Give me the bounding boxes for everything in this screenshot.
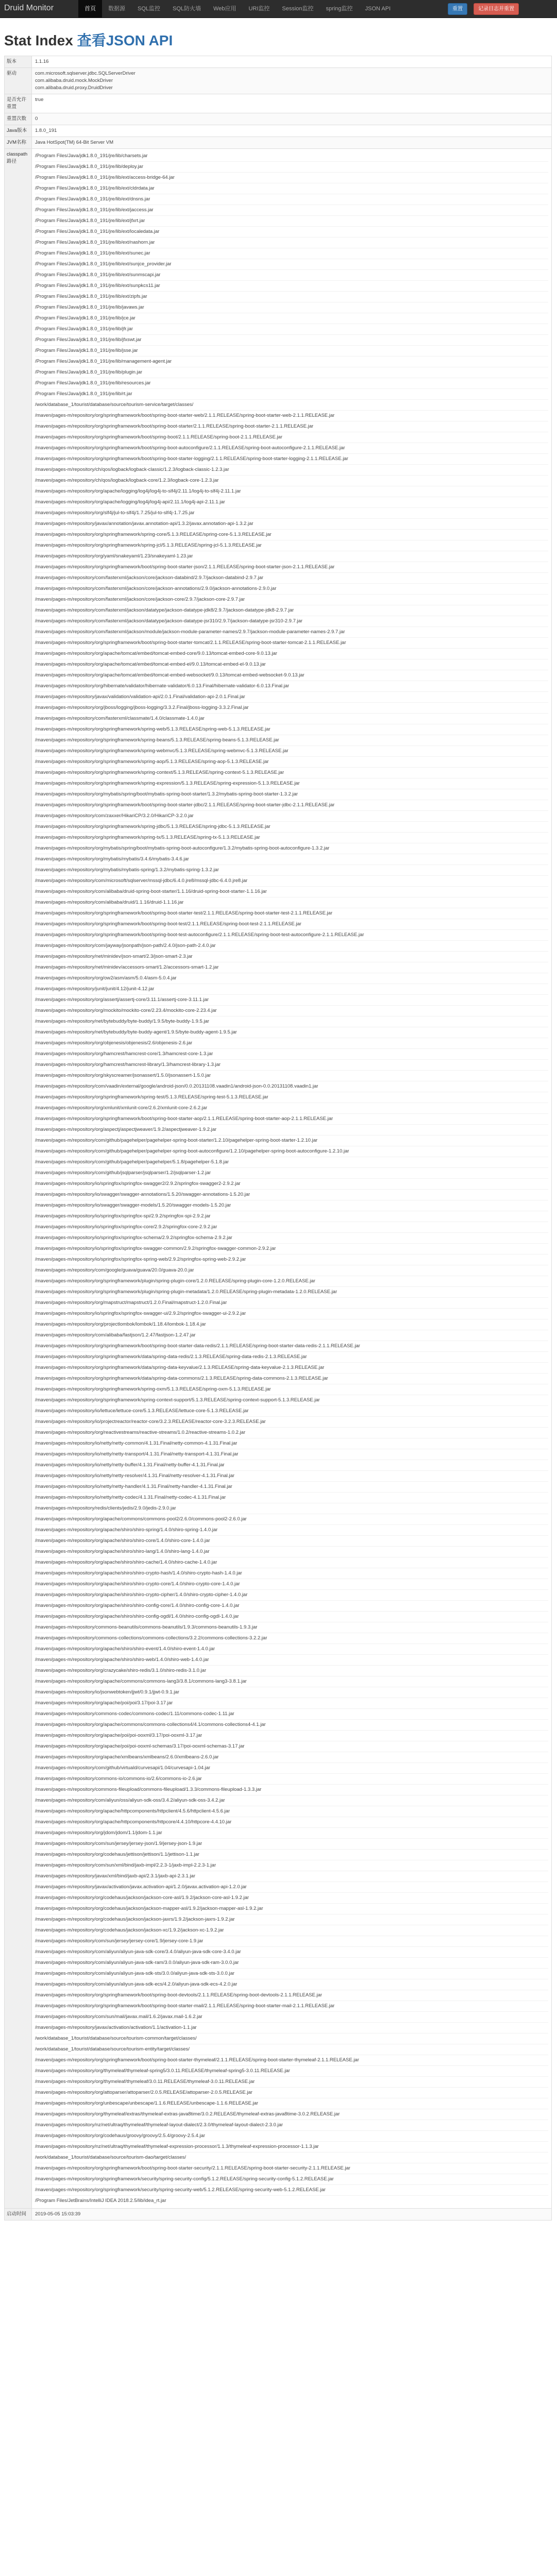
classpath-item: /maven/pages-m/repository/org/assertj/assertj-core/3.11.1/assertj-core-3.11.1.jar	[35, 995, 548, 1006]
classpath-item: /maven/pages-m/repository/org/thymeleaf/thymeleaf/3.0.11.RELEASE/thymeleaf-3.0.11.RELEASE.jar	[35, 2077, 548, 2088]
classpath-item: /maven/pages-m/repository/commons-collections/commons-collections/3.2.2/commons-collections-3.2.2.jar	[35, 1633, 548, 1644]
top-navbar	[0, 0, 557, 18]
classpath-item: /maven/pages-m/repository/org/reactivestreams/reactive-streams/1.0.2/reactive-streams-1.0.2.jar	[35, 1428, 548, 1438]
classpath-item: /work/database_1/tourist/database/source/tourism-dao/target/classes/	[35, 2153, 548, 2163]
row-drivers	[5, 68, 552, 94]
classpath-item: /maven/pages-m/repository/com/alibaba/druid/1.1.16/druid-1.1.16.jar	[35, 897, 548, 908]
classpath-item: /maven/pages-m/repository/org/apache/logging/log4j/log4j-to-slf4j/2.11.1/log4j-to-slf4j-2.11.1.jar	[35, 486, 548, 497]
java-version-value: 1.8.0_191	[32, 125, 552, 137]
classpath-item: /maven/pages-m/repository/org/jdom/jdom/1.1/jdom-1.1.jar	[35, 1828, 548, 1839]
classpath-item: /maven/pages-m/repository/org/springframework/spring-beans/5.1.3.RELEASE/spring-beans-5.1.3.RELEASE.jar	[35, 735, 548, 746]
classpath-item: /maven/pages-m/repository/org/hamcrest/hamcrest-library/1.3/hamcrest-library-1.3.jar	[35, 1060, 548, 1071]
classpath-item: /maven/pages-m/repository/javax/validation/validation-api/2.0.1.Final/validation-api-2.0.1.Final.jar	[35, 692, 548, 703]
classpath-item: /Program Files/Java/jdk1.8.0_191/jre/lib/plugin.jar	[35, 367, 548, 378]
page-title-text: Stat Index	[4, 32, 73, 48]
driver-item: com.alibaba.druid.mock.MockDriver	[35, 78, 113, 83]
classpath-item: /maven/pages-m/repository/org/apache/tomcat/embed/tomcat-embed-websocket/9.0.13/tomcat-embed-websocket-9.0.13.jar	[35, 670, 548, 681]
classpath-item: /maven/pages-m/repository/org/apache/shiro/shiro-web/1.4.0/shiro-web-1.4.0.jar	[35, 1655, 548, 1666]
classpath-item: /maven/pages-m/repository/org/springframework/boot/spring-boot-starter-thymeleaf/2.1.1.RELEASE/spring-boot-starter-thymeleaf-2.1.1.RELEASE.jar	[35, 2055, 548, 2066]
classpath-item: /Program Files/Java/jdk1.8.0_191/jre/lib/javaws.jar	[35, 302, 548, 313]
reset-count-label: 重置次数	[5, 113, 32, 125]
classpath-item: /maven/pages-m/repository/org/springframework/boot/spring-boot-test-autoconfigure/2.1.1.RELEASE/spring-boot-test-autoconfigure-2.1.1.RELEASE.jar	[35, 930, 548, 941]
row-reset-enable	[5, 94, 552, 113]
classpath-item: /maven/pages-m/repository/org/springframework/boot/spring-boot-starter-test/2.1.1.RELEASE/spring-boot-starter-test-2.1.1.RELEASE.jar	[35, 908, 548, 919]
classpath-item: /maven/pages-m/repository/org/mockito/mockito-core/2.23.4/mockito-core-2.23.4.jar	[35, 1006, 548, 1016]
classpath-item: /maven/pages-m/repository/org/ow2/asm/asm/5.0.4/asm-5.0.4.jar	[35, 973, 548, 984]
classpath-item: /maven/pages-m/repository/org/springframework/security/spring-security-web/5.1.2.RELEASE/spring-security-web-5.1.2.RELEASE.jar	[35, 2185, 548, 2196]
classpath-item: /maven/pages-m/repository/commons-fileupload/commons-fileupload/1.3.3/commons-fileupload-1.3.3.jar	[35, 1785, 548, 1795]
classpath-item: /maven/pages-m/repository/com/fasterxml/jackson/core/jackson-annotations/2.9.0/jackson-annotations-2.9.0.jar	[35, 584, 548, 595]
classpath-item: /maven/pages-m/repository/org/springframework/spring-tx/5.1.3.RELEASE/spring-tx-5.1.3.RELEASE.jar	[35, 833, 548, 843]
classpath-item: /maven/pages-m/repository/org/hibernate/validator/hibernate-validator/6.0.13.Final/hibernate-validator-6.0.13.Final.jar	[35, 681, 548, 692]
classpath-item: /maven/pages-m/repository/net/minidev/json-smart/2.3/json-smart-2.3.jar	[35, 952, 548, 962]
classpath-item: /Program Files/Java/jdk1.8.0_191/jre/lib/rt.jar	[35, 389, 548, 400]
classpath-item: /maven/pages-m/repository/org/apache/shiro/shiro-spring/1.4.0/shiro-spring-1.4.0.jar	[35, 1525, 548, 1536]
classpath-item: /maven/pages-m/repository/org/codehaus/jettison/jettison/1.1/jettison-1.1.jar	[35, 1850, 548, 1860]
nav-session-monitor[interactable]: Session监控	[282, 6, 314, 12]
classpath-item: /maven/pages-m/repository/org/springframework/boot/spring-boot/2.1.1.RELEASE/spring-boot-2.1.1.RELEASE.jar	[35, 432, 548, 443]
classpath-item: /maven/pages-m/repository/org/springframework/data/spring-data-keyvalue/2.1.3.RELEASE/spring-data-keyvalue-2.1.3.RELEASE.jar	[35, 1363, 548, 1374]
start-time-label: 启动时间	[5, 2209, 32, 2221]
classpath-item: /maven/pages-m/repository/org/springframework/boot/spring-boot-starter/2.1.1.RELEASE/spring-boot-starter-2.1.1.RELEASE.jar	[35, 421, 548, 432]
classpath-item: /maven/pages-m/repository/org/mybatis/spring/boot/mybatis-spring-boot-starter/1.3.2/mybatis-spring-boot-starter-1.3.2.jar	[35, 789, 548, 800]
classpath-item: /work/database_1/tourist/database/source/tourism-entity/target/classes/	[35, 2044, 548, 2055]
classpath-item: /maven/pages-m/repository/org/springframework/spring-expression/5.1.3.RELEASE/spring-expression-5.1.3.RELEASE.jar	[35, 778, 548, 789]
classpath-item: /maven/pages-m/repository/com/sun/mail/javax.mail/1.6.2/javax.mail-1.6.2.jar	[35, 2012, 548, 2023]
classpath-item: /maven/pages-m/repository/org/codehaus/jackson/jackson-core-asl/1.9.2/jackson-core-asl-1.9.2.jar	[35, 1893, 548, 1904]
classpath-item: /maven/pages-m/repository/io/springfox/springfox-spring-web/2.9.2/springfox-spring-web-2.9.2.jar	[35, 1255, 548, 1265]
classpath-item: /maven/pages-m/repository/org/apache/httpcomponents/httpclient/4.5.6/httpclient-4.5.6.jar	[35, 1806, 548, 1817]
classpath-item: /maven/pages-m/repository/io/netty/netty-codec/4.1.31.Final/netty-codec-4.1.31.Final.jar	[35, 1493, 548, 1503]
stat-index-table	[4, 56, 552, 2221]
classpath-item: /maven/pages-m/repository/org/springframework/boot/spring-boot-starter-json/2.1.1.RELEASE/spring-boot-starter-json-2.1.1.RELEASE.jar	[35, 562, 548, 573]
classpath-item: /maven/pages-m/repository/com/alibaba/druid-spring-boot-starter/1.1.16/druid-spring-boot-starter-1.1.16.jar	[35, 887, 548, 897]
classpath-item: /maven/pages-m/repository/commons-codec/commons-codec/1.11/commons-codec-1.11.jar	[35, 1709, 548, 1720]
classpath-item: /maven/pages-m/repository/io/springfox/springfox-spi/2.9.2/springfox-spi-2.9.2.jar	[35, 1211, 548, 1222]
classpath-item: /maven/pages-m/repository/org/apache/poi/poi-ooxml/3.17/poi-ooxml-3.17.jar	[35, 1731, 548, 1741]
classpath-item: /maven/pages-m/repository/org/springframework/boot/spring-boot-starter-logging/2.1.1.RELEASE/spring-boot-starter-logging-2.1.1.RELEASE.jar	[35, 454, 548, 465]
classpath-item: /maven/pages-m/repository/com/jayway/jsonpath/json-path/2.4.0/json-path-2.4.0.jar	[35, 941, 548, 952]
classpath-item: /maven/pages-m/repository/com/google/guava/guava/20.0/guava-20.0.jar	[35, 1265, 548, 1276]
classpath-item: /maven/pages-m/repository/javax/activation/activation/1.1/activation-1.1.jar	[35, 2023, 548, 2033]
classpath-item: /maven/pages-m/repository/com/fasterxml/jackson/module/jackson-module-parameter-names/2.9.7/jackson-module-parameter-names-2.9.7.jar	[35, 627, 548, 638]
classpath-item: /maven/pages-m/repository/redis/clients/jedis/2.9.0/jedis-2.9.0.jar	[35, 1503, 548, 1514]
classpath-item: /maven/pages-m/repository/org/apache/poi/poi/3.17/poi-3.17.jar	[35, 1698, 548, 1709]
classpath-item: /maven/pages-m/repository/org/springframework/boot/spring-boot-test/2.1.1.RELEASE/spring-boot-test-2.1.1.RELEASE.jar	[35, 919, 548, 930]
classpath-item: /maven/pages-m/repository/org/springframework/security/spring-security-config/5.1.2.RELEASE/spring-security-config-5.1.2.RELEASE.jar	[35, 2174, 548, 2185]
classpath-item: /maven/pages-m/repository/org/jboss/logging/jboss-logging/3.3.2.Final/jboss-logging-3.3.2.Final.jar	[35, 703, 548, 714]
classpath-item: /maven/pages-m/repository/org/springframework/spring-core/5.1.3.RELEASE/spring-core-5.1.3.RELEASE.jar	[35, 530, 548, 540]
classpath-item: /maven/pages-m/repository/javax/annotation/javax.annotation-api/1.3.2/javax.annotation-api-1.3.2.jar	[35, 519, 548, 530]
classpath-item: /work/database_1/tourist/database/source/tourism-service/target/classes/	[35, 400, 548, 411]
row-classpath	[5, 149, 552, 2209]
reset-count-value: 0	[32, 113, 552, 125]
classpath-item: /maven/pages-m/repository/javax/xml/bind/jaxb-api/2.3.1/jaxb-api-2.3.1.jar	[35, 1871, 548, 1882]
classpath-item: /maven/pages-m/repository/org/springframework/boot/spring-boot-starter-web/2.1.1.RELEASE/spring-boot-starter-web-2.1.1.RELEASE.jar	[35, 411, 548, 421]
classpath-item: /maven/pages-m/repository/javax/activation/javax.activation-api/1.2.0/javax.activation-api-1.2.0.jar	[35, 1882, 548, 1893]
classpath-item: /maven/pages-m/repository/com/vaadin/external/google/android-json/0.0.20131108.vaadin1/android-json-0.0.20131108.vaadin1.jar	[35, 1081, 548, 1092]
classpath-item: /Program Files/Java/jdk1.8.0_191/jre/lib/ext/jaccess.jar	[35, 205, 548, 216]
classpath-item: /Program Files/Java/jdk1.8.0_191/jre/lib/jce.jar	[35, 313, 548, 324]
classpath-item: /maven/pages-m/repository/io/springfox/springfox-swagger-common/2.9.2/springfox-swagger-common-2.9.2.jar	[35, 1244, 548, 1255]
driver-item: com.microsoft.sqlserver.jdbc.SQLServerDriver	[35, 71, 136, 76]
classpath-item: /maven/pages-m/repository/com/alibaba/fastjson/1.2.47/fastjson-1.2.47.jar	[35, 1330, 548, 1341]
row-reset-count	[5, 113, 552, 125]
classpath-item: /maven/pages-m/repository/com/fasterxml/jackson/datatype/jackson-datatype-jdk8/2.9.7/jackson-datatype-jdk8-2.9.7.jar	[35, 605, 548, 616]
classpath-item: /maven/pages-m/repository/io/netty/netty-common/4.1.31.Final/netty-common-4.1.31.Final.jar	[35, 1438, 548, 1449]
classpath-item: /maven/pages-m/repository/org/unbescape/unbescape/1.1.6.RELEASE/unbescape-1.1.6.RELEASE.jar	[35, 2098, 548, 2109]
classpath-item: /maven/pages-m/repository/org/codehaus/jackson/jackson-jaxrs/1.9.2/jackson-jaxrs-1.9.2.jar	[35, 1914, 548, 1925]
classpath-item: /maven/pages-m/repository/io/netty/netty-handler/4.1.31.Final/netty-handler-4.1.31.Final.jar	[35, 1482, 548, 1493]
start-time-value: 2019-05-05 15:03:39	[32, 2209, 552, 2221]
nav-sql-firewall[interactable]: SQL防火墙	[173, 6, 201, 12]
classpath-item: /Program Files/Java/jdk1.8.0_191/jre/lib/ext/access-bridge-64.jar	[35, 173, 548, 183]
classpath-item: /maven/pages-m/repository/org/springframework/boot/spring-boot-autoconfigure/2.1.1.RELEASE/spring-boot-autoconfigure-2.1.1.RELEASE.jar	[35, 443, 548, 454]
reset-enable-label: 是否允许重置	[5, 94, 32, 113]
classpath-item: /maven/pages-m/repository/org/thymeleaf/thymeleaf-spring5/3.0.11.RELEASE/thymeleaf-spring5-3.0.11.RELEASE.jar	[35, 2066, 548, 2077]
row-start-time	[5, 2209, 552, 2221]
reset-enable-value: true	[32, 94, 552, 113]
classpath-item: /maven/pages-m/repository/io/netty/netty-resolver/4.1.31.Final/netty-resolver-4.1.31.Final.jar	[35, 1471, 548, 1482]
classpath-item: /Program Files/Java/jdk1.8.0_191/jre/lib/deploy.jar	[35, 162, 548, 173]
classpath-item: /maven/pages-m/repository/ch/qos/logback/logback-classic/1.2.3/logback-classic-1.2.3.jar	[35, 465, 548, 476]
nav-web-app[interactable]: Web应用	[213, 6, 237, 12]
classpath-item: /Program Files/Java/jdk1.8.0_191/jre/lib/management-agent.jar	[35, 357, 548, 367]
java-version-label: Java版本	[5, 125, 32, 137]
classpath-item: /maven/pages-m/repository/com/github/pagehelper/pagehelper-spring-boot-autoconfigure/1.2.10/pagehelper-spring-boot-autoconfigure-1.2.10.jar	[35, 1146, 548, 1157]
classpath-item: /maven/pages-m/repository/io/springfox/springfox-swagger2/2.9.2/springfox-swagger2-2.9.2.jar	[35, 1179, 548, 1190]
classpath-item: /maven/pages-m/repository/org/codehaus/jackson/jackson-mapper-asl/1.9.2/jackson-mapper-asl-1.9.2.jar	[35, 1904, 548, 1914]
classpath-item: /maven/pages-m/repository/org/apache/httpcomponents/httpcore/4.4.10/httpcore-4.4.10.jar	[35, 1817, 548, 1828]
classpath-item: /maven/pages-m/repository/org/projectlombok/lombok/1.18.4/lombok-1.18.4.jar	[35, 1319, 548, 1330]
classpath-item: /maven/pages-m/repository/org/apache/logging/log4j/log4j-api/2.11.1/log4j-api-2.11.1.jar	[35, 497, 548, 508]
classpath-item: /maven/pages-m/repository/org/apache/shiro/shiro-config-ogdl/1.4.0/shiro-config-ogdl-1.4.0.jar	[35, 1612, 548, 1622]
classpath-item: /Program Files/Java/jdk1.8.0_191/jre/lib/ext/sunec.jar	[35, 248, 548, 259]
classpath-item: /maven/pages-m/repository/org/apache/shiro/shiro-crypto-hash/1.4.0/shiro-crypto-hash-1.4.0.jar	[35, 1568, 548, 1579]
classpath-item: /Program Files/Java/jdk1.8.0_191/jre/lib/resources.jar	[35, 378, 548, 389]
classpath-item: /maven/pages-m/repository/commons-io/commons-io/2.6/commons-io-2.6.jar	[35, 1774, 548, 1785]
classpath-item: /maven/pages-m/repository/org/apache/shiro/shiro-event/1.4.0/shiro-event-1.4.0.jar	[35, 1644, 548, 1655]
classpath-item: /maven/pages-m/repository/org/apache/xmlbeans/xmlbeans/2.6.0/xmlbeans-2.6.0.jar	[35, 1752, 548, 1763]
classpath-item: /maven/pages-m/repository/org/apache/tomcat/embed/tomcat-embed-el/9.0.13/tomcat-embed-el-9.0.13.jar	[35, 659, 548, 670]
classpath-item: /maven/pages-m/repository/org/codehaus/groovy/groovy/2.5.4/groovy-2.5.4.jar	[35, 2131, 548, 2142]
classpath-item: /maven/pages-m/repository/org/springframework/spring-web/5.1.3.RELEASE/spring-web-5.1.3.RELEASE.jar	[35, 724, 548, 735]
classpath-item: /maven/pages-m/repository/org/objenesis/objenesis/2.6/objenesis-2.6.jar	[35, 1038, 548, 1049]
classpath-label: classpath路径	[5, 149, 32, 2209]
classpath-list	[32, 149, 552, 2209]
classpath-item: /maven/pages-m/repository/com/sun/jersey/jersey-json/1.9/jersey-json-1.9.jar	[35, 1839, 548, 1850]
classpath-item: /maven/pages-m/repository/org/xmlunit/xmlunit-core/2.6.2/xmlunit-core-2.6.2.jar	[35, 1103, 548, 1114]
classpath-item: /maven/pages-m/repository/commons-beanutils/commons-beanutils/1.9.3/commons-beanutils-1.9.3.jar	[35, 1622, 548, 1633]
classpath-item: /Program Files/JetBrains/IntelliJ IDEA 2018.2.5/lib/idea_rt.jar	[35, 2198, 166, 2204]
classpath-item: /maven/pages-m/repository/org/springframework/boot/spring-boot-devtools/2.1.1.RELEASE/spring-boot-devtools-2.1.1.RELEASE.jar	[35, 1990, 548, 2001]
row-version	[5, 56, 552, 68]
classpath-item: /maven/pages-m/repository/nz/net/ultraq/thymeleaf/thymeleaf-expression-processor/1.1.3/thymeleaf-expression-processor-1.1.3.jar	[35, 2142, 548, 2153]
classpath-item: /maven/pages-m/repository/org/aspectj/aspectjweaver/1.9.2/aspectjweaver-1.9.2.jar	[35, 1125, 548, 1136]
classpath-item: /work/database_1/tourist/database/source/tourism-common/target/classes/	[35, 2033, 548, 2044]
classpath-item: /maven/pages-m/repository/org/apache/shiro/shiro-core/1.4.0/shiro-core-1.4.0.jar	[35, 1536, 548, 1547]
brand-logo[interactable]: Druid Monitor	[4, 4, 54, 12]
classpath-item: /maven/pages-m/repository/com/fasterxml/jackson/core/jackson-databind/2.9.7/jackson-databind-2.9.7.jar	[35, 573, 548, 584]
nav-json-api[interactable]: JSON API	[365, 6, 391, 12]
classpath-item: /maven/pages-m/repository/org/mybatis/mybatis/3.4.6/mybatis-3.4.6.jar	[35, 854, 548, 865]
classpath-item: /maven/pages-m/repository/org/springframework/boot/spring-boot-starter-tomcat/2.1.1.RELEASE/spring-boot-starter-tomcat-2.1.1.RELEASE.jar	[35, 638, 548, 649]
classpath-item: /maven/pages-m/repository/io/netty/netty-transport/4.1.31.Final/netty-transport-4.1.31.Final.jar	[35, 1449, 548, 1460]
classpath-item: /Program Files/Java/jdk1.8.0_191/jre/lib/ext/jfxrt.jar	[35, 216, 548, 227]
classpath-item: /maven/pages-m/repository/org/springframework/data/spring-data-commons/2.1.3.RELEASE/spring-data-commons-2.1.3.RELEASE.jar	[35, 1374, 548, 1384]
classpath-item: /maven/pages-m/repository/io/swagger/swagger-models/1.5.20/swagger-models-1.5.20.jar	[35, 1200, 548, 1211]
classpath-item: /maven/pages-m/repository/org/apache/shiro/shiro-lang/1.4.0/shiro-lang-1.4.0.jar	[35, 1547, 548, 1557]
version-value: 1.1.16	[32, 56, 552, 68]
nav-home[interactable]: 首页	[78, 0, 102, 18]
nav-uri-monitor[interactable]: URI监控	[248, 6, 270, 12]
classpath-item: /maven/pages-m/repository/org/mapstruct/mapstruct/1.2.0.Final/mapstruct-1.2.0.Final.jar	[35, 1298, 548, 1309]
classpath-item: /maven/pages-m/repository/org/springframework/spring-webmvc/5.1.3.RELEASE/spring-webmvc-5.1.3.RELEASE.jar	[35, 746, 548, 757]
classpath-item: /maven/pages-m/repository/com/aliyun/aliyun-java-sdk-core/3.4.0/aliyun-java-sdk-core-3.4.0.jar	[35, 1947, 548, 1958]
classpath-item: /maven/pages-m/repository/org/mybatis/mybatis-spring/1.3.2/mybatis-spring-1.3.2.jar	[35, 865, 548, 876]
classpath-item: /maven/pages-m/repository/org/codehaus/jackson/jackson-xc/1.9.2/jackson-xc-1.9.2.jar	[35, 1925, 548, 1936]
classpath-item: /maven/pages-m/repository/com/fasterxml/classmate/1.4.0/classmate-1.4.0.jar	[35, 714, 548, 724]
classpath-item: /Program Files/Java/jdk1.8.0_191/jre/lib/jsse.jar	[35, 346, 548, 357]
classpath-item: /maven/pages-m/repository/org/apache/shiro/shiro-crypto-cipher/1.4.0/shiro-crypto-cipher-1.4.0.jar	[35, 1590, 548, 1601]
classpath-item: /maven/pages-m/repository/org/springframework/plugin/spring-plugin-metadata/1.2.0.RELEASE/spring-plugin-metadata-1.2.0.RELEASE.jar	[35, 1287, 548, 1298]
nav-datasource[interactable]: 数据源	[108, 6, 125, 12]
classpath-item: /maven/pages-m/repository/org/apache/commons/commons-pool2/2.6.0/commons-pool2-2.6.0.jar	[35, 1514, 548, 1525]
classpath-item: /maven/pages-m/repository/org/thymeleaf/extras/thymeleaf-extras-java8time/3.0.2.RELEASE/thymeleaf-extras-java8time-3.0.2.RELEASE.jar	[35, 2109, 548, 2120]
classpath-item: /Program Files/Java/jdk1.8.0_191/jre/lib/ext/sunmscapi.jar	[35, 270, 548, 281]
classpath-item: /Program Files/Java/jdk1.8.0_191/jre/lib/jfr.jar	[35, 324, 548, 335]
classpath-item: /maven/pages-m/repository/org/springframework/spring-jcl/5.1.3.RELEASE/spring-jcl-5.1.3.RELEASE.jar	[35, 540, 548, 551]
classpath-item: /maven/pages-m/repository/com/github/virtuald/curvesapi/1.04/curvesapi-1.04.jar	[35, 1763, 548, 1774]
classpath-item: /maven/pages-m/repository/org/apache/commons/commons-collections4/4.1/commons-collections4-4.1.jar	[35, 1720, 548, 1731]
classpath-item: /maven/pages-m/repository/org/apache/shiro/shiro-cache/1.4.0/shiro-cache-1.4.0.jar	[35, 1557, 548, 1568]
classpath-item: /Program Files/Java/jdk1.8.0_191/jre/lib/ext/zipfs.jar	[35, 292, 548, 302]
classpath-item: /maven/pages-m/repository/com/github/jsqlparser/jsqlparser/1.2/jsqlparser-1.2.jar	[35, 1168, 548, 1179]
classpath-item: /maven/pages-m/repository/org/hamcrest/hamcrest-core/1.3/hamcrest-core-1.3.jar	[35, 1049, 548, 1060]
classpath-item: /maven/pages-m/repository/ch/qos/logback/logback-core/1.2.3/logback-core-1.2.3.jar	[35, 476, 548, 486]
classpath-item: /maven/pages-m/repository/io/swagger/swagger-annotations/1.5.20/swagger-annotations-1.5.20.jar	[35, 1190, 548, 1200]
classpath-item: /maven/pages-m/repository/org/attoparser/attoparser/2.0.5.RELEASE/attoparser-2.0.5.RELEASE.jar	[35, 2088, 548, 2098]
classpath-item: /maven/pages-m/repository/com/aliyun/oss/aliyun-sdk-oss/3.4.2/aliyun-sdk-oss-3.4.2.jar	[35, 1795, 548, 1806]
classpath-item: /maven/pages-m/repository/org/springframework/boot/spring-boot-starter-security/2.1.1.RELEASE/spring-boot-starter-security-2.1.1.RELEASE.jar	[35, 2163, 548, 2174]
classpath-item: /maven/pages-m/repository/net/bytebuddy/byte-buddy-agent/1.9.5/byte-buddy-agent-1.9.5.jar	[35, 1027, 548, 1038]
classpath-item: /maven/pages-m/repository/io/springfox/springfox-swagger-ui/2.9.2/springfox-swagger-ui-2.9.2.jar	[35, 1309, 548, 1319]
classpath-item: /maven/pages-m/repository/io/springfox/springfox-schema/2.9.2/springfox-schema-2.9.2.jar	[35, 1233, 548, 1244]
classpath-item: /maven/pages-m/repository/net/minidev/accessors-smart/1.2/accessors-smart-1.2.jar	[35, 962, 548, 973]
classpath-item: /Program Files/Java/jdk1.8.0_191/jre/lib/jfxswt.jar	[35, 335, 548, 346]
nav-spring-monitor[interactable]: spring监控	[326, 6, 353, 12]
nav-sql-monitor[interactable]: SQL监控	[138, 6, 161, 12]
classpath-item: /maven/pages-m/repository/io/jsonwebtoken/jjwt/0.9.1/jjwt-0.9.1.jar	[35, 1687, 548, 1698]
classpath-item: /maven/pages-m/repository/org/springframework/spring-context/5.1.3.RELEASE/spring-context-5.1.3.RELEASE.jar	[35, 768, 548, 778]
classpath-item: /maven/pages-m/repository/org/springframework/data/spring-data-redis/2.1.3.RELEASE/spring-data-redis-2.1.3.RELEASE.jar	[35, 1352, 548, 1363]
classpath-item: /maven/pages-m/repository/org/apache/commons/commons-lang3/3.8.1/commons-lang3-3.8.1.jar	[35, 1676, 548, 1687]
classpath-item: /maven/pages-m/repository/org/springframework/plugin/spring-plugin-core/1.2.0.RELEASE/spring-plugin-core-1.2.0.RELEASE.jar	[35, 1276, 548, 1287]
drivers-value	[32, 68, 552, 94]
version-label: 版本	[5, 56, 32, 68]
log-and-reset-button[interactable]: 记录日志并重置	[474, 3, 519, 15]
classpath-item: /maven/pages-m/repository/org/apache/poi/poi-ooxml-schemas/3.17/poi-ooxml-schemas-3.17.jar	[35, 1741, 548, 1752]
classpath-item: /maven/pages-m/repository/com/aliyun/aliyun-java-sdk-sts/3.0.0/aliyun-java-sdk-sts-3.0.0.jar	[35, 1969, 548, 1979]
classpath-item: /maven/pages-m/repository/org/apache/shiro/shiro-crypto-core/1.4.0/shiro-crypto-core-1.4.0.jar	[35, 1579, 548, 1590]
classpath-item: /maven/pages-m/repository/com/github/pagehelper/pagehelper-spring-boot-starter/1.2.10/pagehelper-spring-boot-starter-1.2.10.jar	[35, 1136, 548, 1146]
classpath-item: /maven/pages-m/repository/com/fasterxml/jackson/datatype/jackson-datatype-jsr310/2.9.7/jackson-datatype-jsr310-2.9.7.jar	[35, 616, 548, 627]
classpath-item: /maven/pages-m/repository/net/bytebuddy/byte-buddy/1.9.5/byte-buddy-1.9.5.jar	[35, 1016, 548, 1027]
classpath-item: /maven/pages-m/repository/org/apache/tomcat/embed/tomcat-embed-core/9.0.13/tomcat-embed-core-9.0.13.jar	[35, 649, 548, 659]
classpath-item: /maven/pages-m/repository/io/springfox/springfox-core/2.9.2/springfox-core-2.9.2.jar	[35, 1222, 548, 1233]
classpath-item: /maven/pages-m/repository/io/projectreactor/reactor-core/3.2.3.RELEASE/reactor-core-3.2.3.RELEASE.jar	[35, 1417, 548, 1428]
classpath-item: /maven/pages-m/repository/org/springframework/spring-context-support/5.1.3.RELEASE/spring-context-support-5.1.3.RELEASE.jar	[35, 1395, 548, 1406]
row-java-version	[5, 125, 552, 137]
classpath-item: /maven/pages-m/repository/org/springframework/boot/spring-boot-starter-mail/2.1.1.RELEASE/spring-boot-starter-mail-2.1.1.RELEASE.jar	[35, 2001, 548, 2012]
classpath-item: /maven/pages-m/repository/com/aliyun/aliyun-java-sdk-ram/3.0.0/aliyun-java-sdk-ram-3.0.0.jar	[35, 1958, 548, 1969]
jvm-name-value: Java HotSpot(TM) 64-Bit Server VM	[32, 137, 552, 149]
classpath-item: /maven/pages-m/repository/org/skyscreamer/jsonassert/1.5.0/jsonassert-1.5.0.jar	[35, 1071, 548, 1081]
classpath-item: /maven/pages-m/repository/org/springframework/boot/spring-boot-starter-aop/2.1.1.RELEASE/spring-boot-starter-aop-2.1.1.RELEASE.jar	[35, 1114, 548, 1125]
classpath-item: /maven/pages-m/repository/org/apache/shiro/shiro-config-core/1.4.0/shiro-config-core-1.4.0.jar	[35, 1601, 548, 1612]
json-api-link[interactable]: 查看JSON API	[77, 32, 173, 48]
classpath-item: /maven/pages-m/repository/org/springframework/spring-aop/5.1.3.RELEASE/spring-aop-5.1.3.RELEASE.jar	[35, 757, 548, 768]
classpath-item: /maven/pages-m/repository/com/zaxxer/HikariCP/3.2.0/HikariCP-3.2.0.jar	[35, 811, 548, 822]
row-jvm-name	[5, 137, 552, 149]
reset-button[interactable]: 重置	[448, 3, 467, 15]
driver-item: com.alibaba.druid.proxy.DruidDriver	[35, 85, 113, 91]
classpath-item: /maven/pages-m/repository/com/sun/xml/bind/jaxb-impl/2.2.3-1/jaxb-impl-2.2.3-1.jar	[35, 1860, 548, 1871]
classpath-item: /maven/pages-m/repository/io/netty/netty-buffer/4.1.31.Final/netty-buffer-4.1.31.Final.jar	[35, 1460, 548, 1471]
classpath-item: /maven/pages-m/repository/io/lettuce/lettuce-core/5.1.3.RELEASE/lettuce-core-5.1.3.RELEASE.jar	[35, 1406, 548, 1417]
classpath-item: /maven/pages-m/repository/org/slf4j/jul-to-slf4j/1.7.25/jul-to-slf4j-1.7.25.jar	[35, 508, 548, 519]
classpath-item: /maven/pages-m/repository/com/microsoft/sqlserver/mssql-jdbc/6.4.0.jre8/mssql-jdbc-6.4.0.jre8.jar	[35, 876, 548, 887]
classpath-item: /maven/pages-m/repository/junit/junit/4.12/junit-4.12.jar	[35, 984, 548, 995]
classpath-item: /Program Files/Java/jdk1.8.0_191/jre/lib/charsets.jar	[35, 151, 548, 162]
classpath-item: /maven/pages-m/repository/com/fasterxml/jackson/core/jackson-core/2.9.7/jackson-core-2.9.7.jar	[35, 595, 548, 605]
page-title	[4, 29, 173, 50]
classpath-item: /maven/pages-m/repository/org/springframework/spring-test/5.1.3.RELEASE/spring-test-5.1.3.RELEASE.jar	[35, 1092, 548, 1103]
classpath-item: /Program Files/Java/jdk1.8.0_191/jre/lib/ext/nashorn.jar	[35, 238, 548, 248]
classpath-item: /maven/pages-m/repository/org/mybatis/spring/boot/mybatis-spring-boot-autoconfigure/1.3.2/mybatis-spring-boot-autoconfigure-1.3.2.jar	[35, 843, 548, 854]
classpath-item: /Program Files/Java/jdk1.8.0_191/jre/lib/ext/sunpkcs11.jar	[35, 281, 548, 292]
classpath-item: /maven/pages-m/repository/nz/net/ultraq/thymeleaf/thymeleaf-layout-dialect/2.3.0/thymeleaf-layout-dialect-2.3.0.jar	[35, 2120, 548, 2131]
jvm-name-label: JVM名称	[5, 137, 32, 149]
classpath-item: /Program Files/Java/jdk1.8.0_191/jre/lib/ext/localedata.jar	[35, 227, 548, 238]
classpath-item: /maven/pages-m/repository/com/github/pagehelper/pagehelper/5.1.8/pagehelper-5.1.8.jar	[35, 1157, 548, 1168]
classpath-item: /Program Files/Java/jdk1.8.0_191/jre/lib/ext/cldrdata.jar	[35, 183, 548, 194]
classpath-item: /maven/pages-m/repository/org/crazycake/shiro-redis/3.1.0/shiro-redis-3.1.0.jar	[35, 1666, 548, 1676]
classpath-item: /maven/pages-m/repository/org/yaml/snakeyaml/1.23/snakeyaml-1.23.jar	[35, 551, 548, 562]
classpath-item: /maven/pages-m/repository/com/aliyun/aliyun-java-sdk-ecs/4.2.0/aliyun-java-sdk-ecs-4.2.0.jar	[35, 1979, 548, 1990]
classpath-item: /maven/pages-m/repository/org/springframework/spring-jdbc/5.1.3.RELEASE/spring-jdbc-5.1.3.RELEASE.jar	[35, 822, 548, 833]
drivers-label: 驱动	[5, 68, 32, 94]
classpath-item: /maven/pages-m/repository/org/springframework/boot/spring-boot-starter-data-redis/2.1.1.RELEASE/spring-boot-starter-data-redis-2.1.1.RELEASE.jar	[35, 1341, 548, 1352]
classpath-item: /maven/pages-m/repository/com/sun/jersey/jersey-core/1.9/jersey-core-1.9.jar	[35, 1936, 548, 1947]
classpath-item: /maven/pages-m/repository/org/springframework/spring-oxm/5.1.3.RELEASE/spring-oxm-5.1.3.RELEASE.jar	[35, 1384, 548, 1395]
classpath-item: /maven/pages-m/repository/org/springframework/boot/spring-boot-starter-jdbc/2.1.1.RELEASE/spring-boot-starter-jdbc-2.1.1.RELEASE.jar	[35, 800, 548, 811]
main-nav	[78, 0, 397, 18]
classpath-item: /Program Files/Java/jdk1.8.0_191/jre/lib/ext/dnsns.jar	[35, 194, 548, 205]
classpath-item: /Program Files/Java/jdk1.8.0_191/jre/lib/ext/sunjce_provider.jar	[35, 259, 548, 270]
